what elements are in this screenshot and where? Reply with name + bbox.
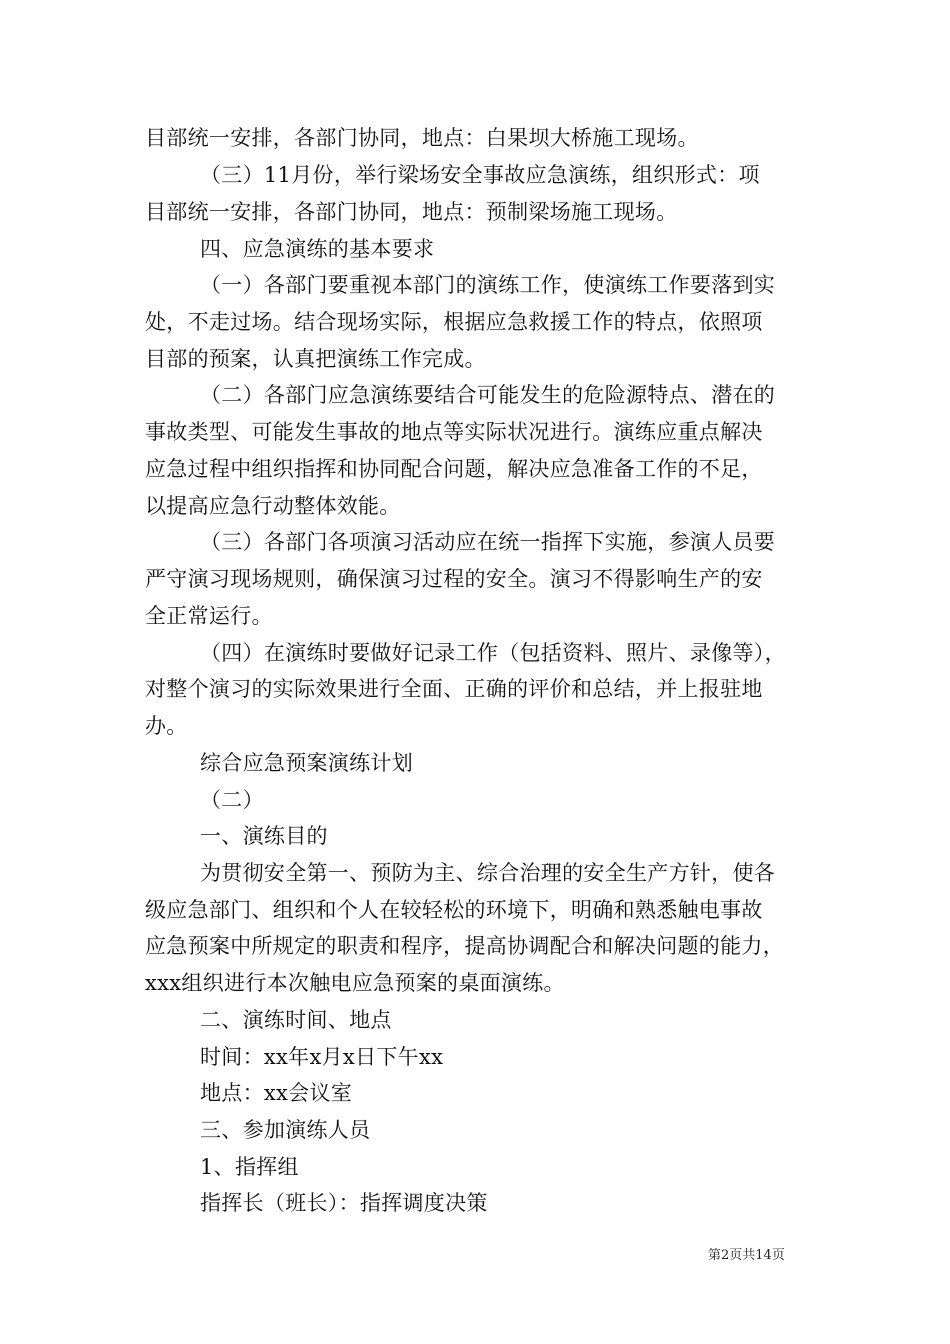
text-line: 目部统一安排，各部门协同，地点：预制梁场施工现场。 (145, 200, 678, 224)
text-line: 对整个演习的实际效果进行全面、正确的评价和总结，并上报驻地 (145, 677, 763, 701)
text-line: 为贯彻安全第一、预防为主、综合治理的安全生产方针，使各 (200, 861, 776, 885)
text-line: 处，不走过场。结合现场实际，根据应急救援工作的特点，依照项 (145, 310, 763, 334)
text-line: 指挥长（班长）：指挥调度决策 (200, 1191, 488, 1215)
text-line: 应急过程中组织指挥和协同配合问题，解决应急准备工作的不足， (145, 457, 763, 481)
text-line: （三）各部门各项演习活动应在统一指挥下实施，参演人员要 (200, 530, 776, 554)
section-heading: 三、参加演练人员 (200, 1118, 371, 1142)
text-line: 地点：xx会议室 (200, 1081, 353, 1105)
text-line: 时间：xx年x月x日下午xx (200, 1045, 444, 1069)
text-line: 事故类型、可能发生事故的地点等实际状况进行。演练应重点解决 (145, 420, 763, 444)
page-number: 第2页共14页 (708, 1248, 785, 1263)
text-line: （一）各部门要重视本部门的演练工作，使演练工作要落到实 (200, 273, 776, 297)
document-subtitle: （二） (200, 788, 264, 812)
text-line: 目部统一安排，各部门协同，地点：白果坝大桥施工现场。 (145, 126, 699, 150)
text-line: 以提高应急行动整体效能。 (145, 494, 401, 518)
text-line: （三）11月份，举行梁场安全事故应急演练，组织形式：项 (200, 163, 760, 187)
text-line: 应急预案中所规定的职责和程序，提高协调配合和解决问题的能力， (145, 934, 784, 958)
text-line: （二）各部门应急演练要结合可能发生的危险源特点、潜在的 (200, 383, 776, 407)
text-line: （四）在演练时要做好记录工作（包括资料、照片、录像等）， (200, 641, 786, 665)
section-heading: 二、演练时间、地点 (200, 1008, 392, 1032)
text-line: 严守演习现场规则，确保演习过程的安全。演习不得影响生产的安 (145, 567, 763, 591)
text-line: 办。 (145, 714, 188, 738)
text-line: 级应急部门、组织和个人在较轻松的环境下，明确和熟悉触电事故 (145, 898, 763, 922)
text-line: 1、指挥组 (200, 1155, 299, 1179)
text-line: 全正常运行。 (145, 604, 273, 628)
section-heading: 一、演练目的 (200, 824, 328, 848)
text-line: 目部的预案，认真把演练工作完成。 (145, 347, 486, 371)
section-heading: 四、应急演练的基本要求 (200, 237, 435, 261)
text-line: xxx组织进行本次触电应急预案的桌面演练。 (145, 971, 565, 995)
document-title: 综合应急预案演练计划 (200, 751, 413, 775)
